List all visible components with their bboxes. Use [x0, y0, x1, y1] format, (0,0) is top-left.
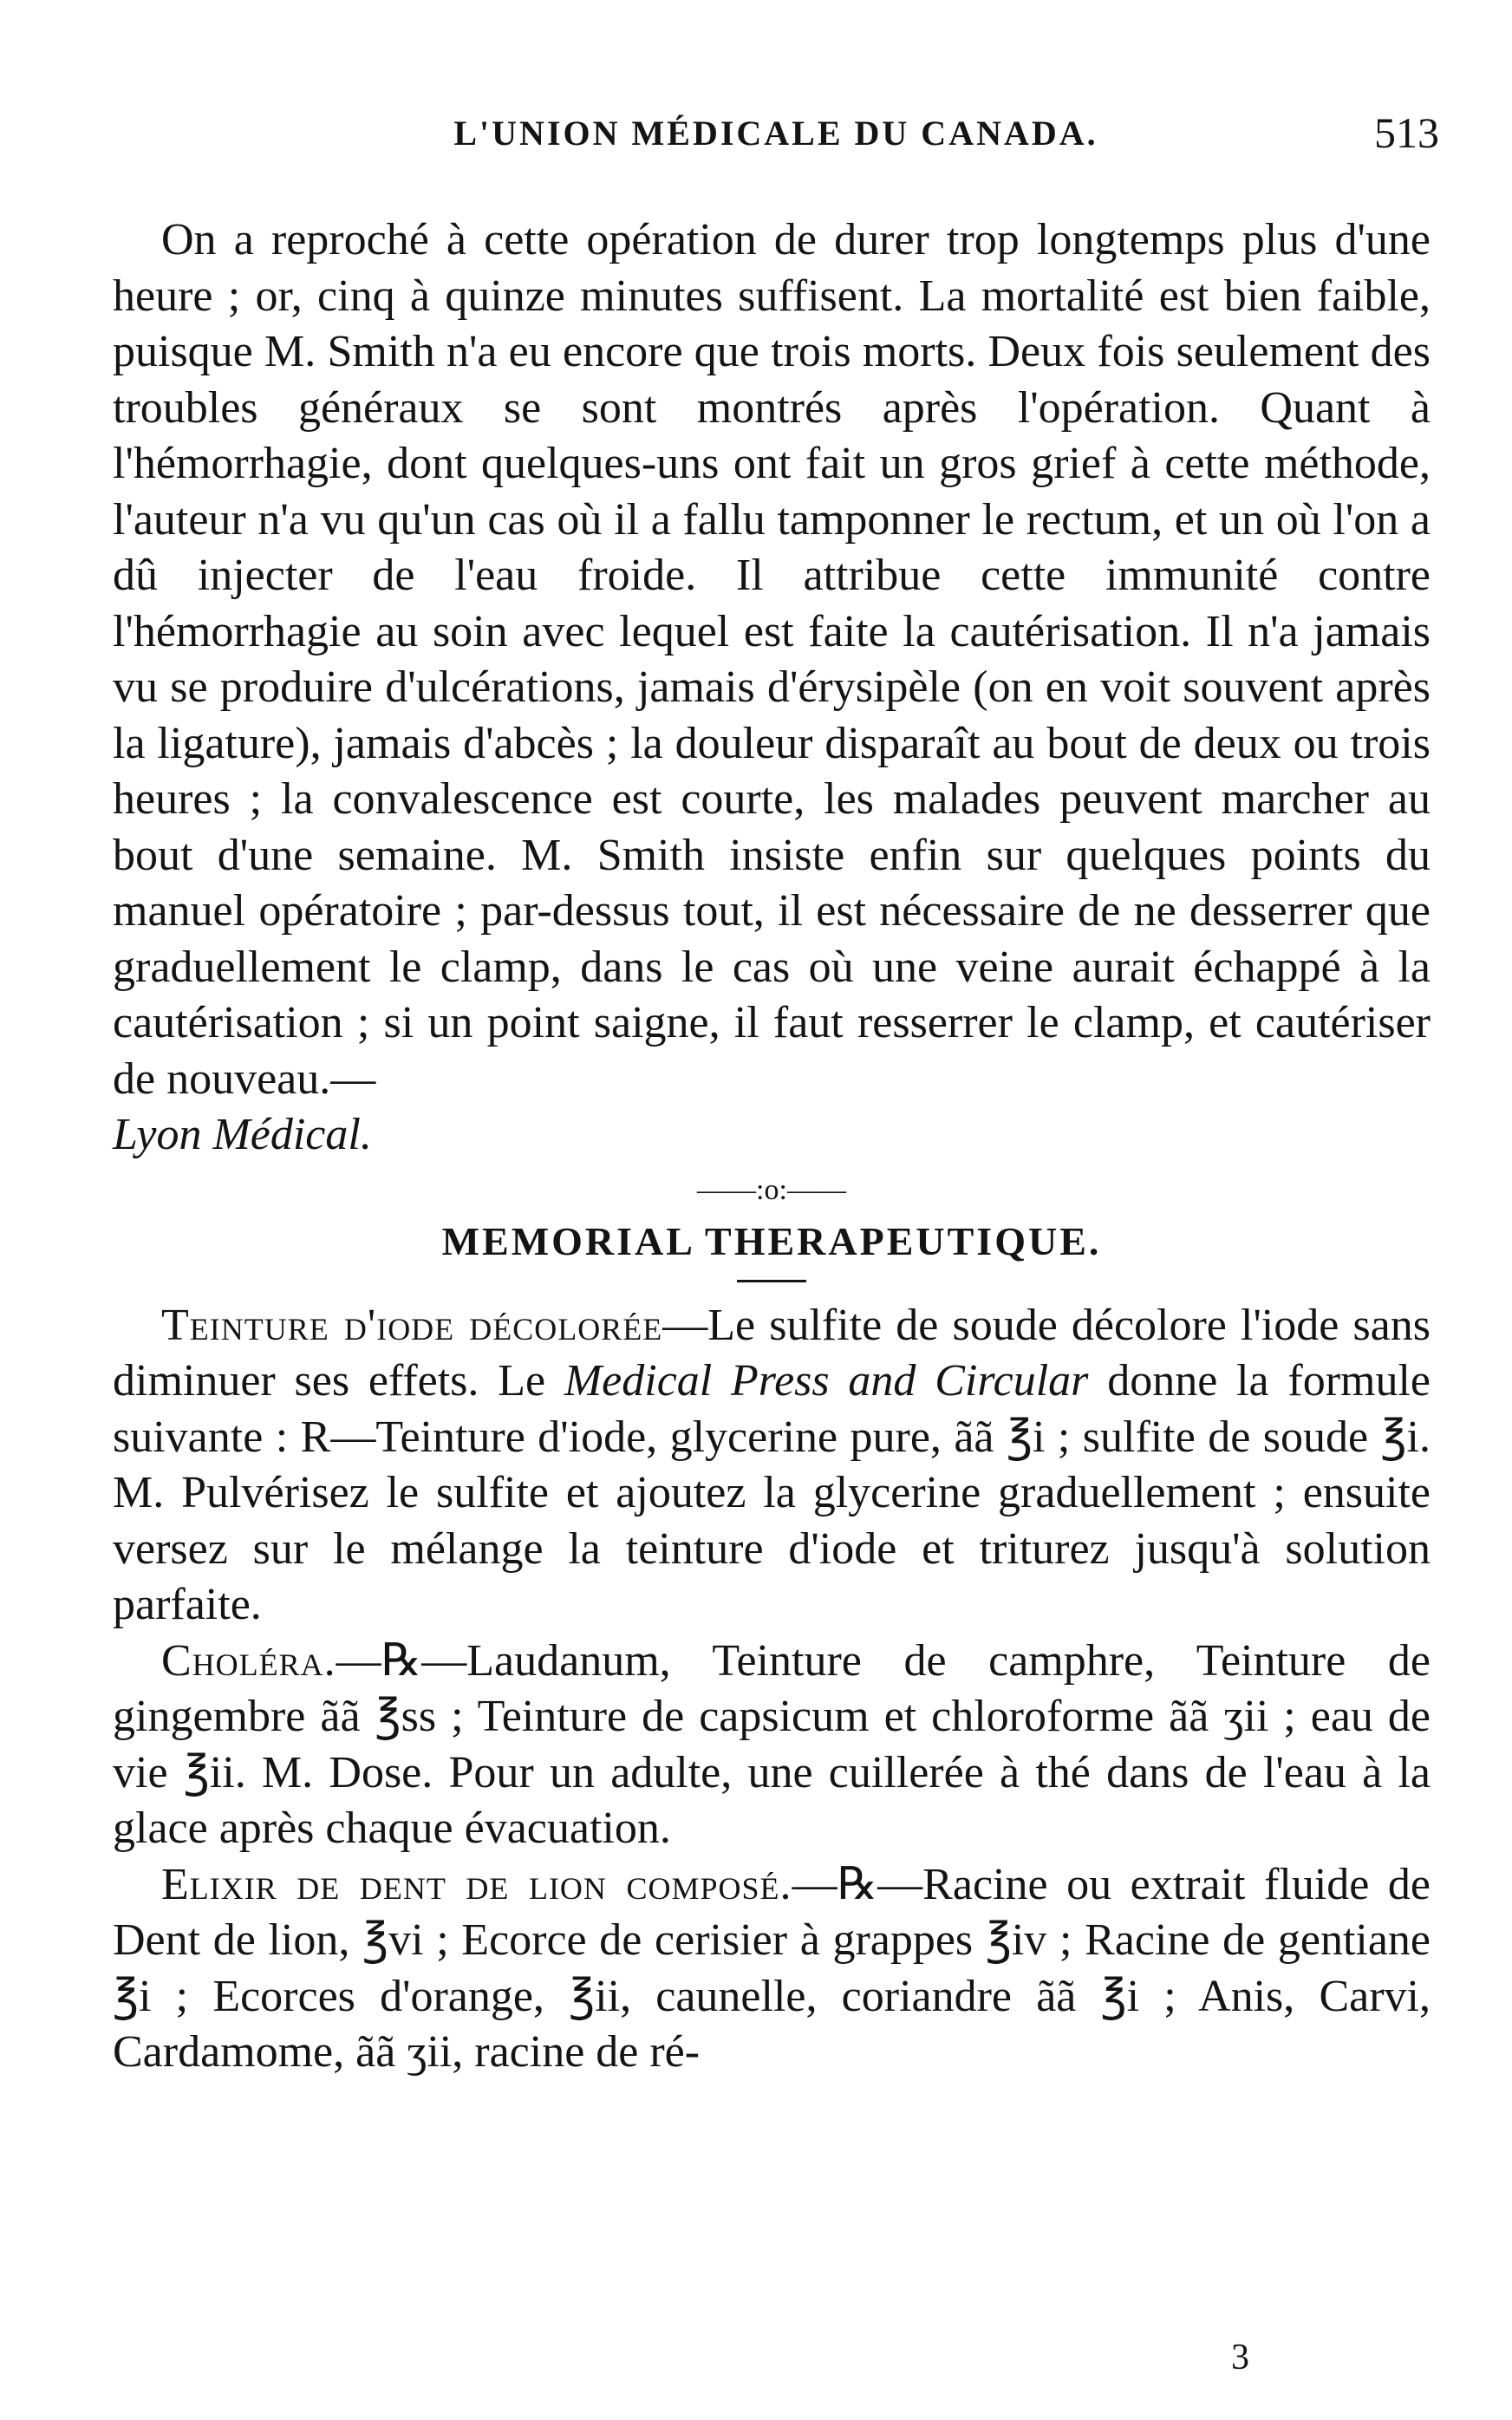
- body-text: [113, 212, 1431, 2081]
- source-citation: Lyon Médical.: [113, 1110, 372, 1159]
- entry-elixir-lead: Elixir de dent de lion composé.: [161, 1859, 792, 1909]
- running-title: L'UNION MÉDICALE DU CANADA.: [453, 114, 1098, 153]
- entry-elixir-text: —℞—Racine ou extrait fluide de Dent de lion, ℥vi ; Ecorce de cerisier à grappes ℥iv ; Racine de gentiane ℥i ; Ecorces d'orange, ℥ii, caunelle, coriandre ãã ℥i ; Anis, Carvi, Cardamome, ãã ʒii, racine de ré-: [113, 1859, 1431, 2077]
- section-separator: ——:o:——: [697, 1173, 846, 1206]
- signature-mark: 3: [1231, 2338, 1249, 2378]
- entry-teinture-text-a: —Le sulfite de soude décolore l'iode sans diminuer ses effets. Le: [113, 1300, 1431, 1406]
- page-header: [113, 108, 1439, 173]
- page-number: 513: [1374, 108, 1439, 157]
- intro-paragraph: On a reproché à cette opération de durer trop longtemps plus d'une heure ; or, cinq à quinze minutes suffisent. La mortalité est bien faible, puisque M. Smith n'a eu encore que trois morts. Deux fois seulement des troubles généraux se sont montrés après l'opération. Quant à l'hémorrhagie, dont quelques-uns ont fait un gros grief à cette méthode, l'auteur n'a vu qu'un cas où il a fallu tamponner le rectum, et un où l'on a dû injecter de l'eau froide. Il attribue cette immunité contre l'hémorrhagie au soin avec lequel est faite la cautérisation. Il n'a jamais vu se produire d'ulcérations, jamais d'érysipèle (on en voit souvent après la ligature), jamais d'abcès ; la douleur disparaît au bout de deux ou trois heures ; la convalescence est courte, les malades peuvent marcher au bout d'une semaine. M. Smith insiste enfin sur quelques points du manuel opératoire ; par-dessus tout, il est nécessaire de ne desserrer que graduellement le clamp, dans le cas où une veine aurait échappé à la cautérisation ; si un point saigne, il faut resserrer le clamp, et cautériser de nouveau.—: [113, 215, 1431, 1104]
- entry-teinture: [113, 1298, 1431, 1634]
- entry-cholera-lead: Choléra.: [161, 1635, 336, 1686]
- entry-teinture-lead: Teinture d'iode décolorée: [161, 1300, 663, 1350]
- entry-teinture-text-b: donne la formule suivante : R—Teinture d'iode, glycerine pure, ãã ℥i ; sulfite de soude ℥i. M. Pulvérisez le sulfite et ajoutez la glycerine graduellement ; ensuite versez sur le mélange la teinture d'iode et triturez jusqu'à solution parfaite.: [113, 1356, 1431, 1629]
- entry-cholera: [113, 1634, 1431, 1857]
- title-rule: [737, 1280, 806, 1282]
- journal-name: Medical Press and Circular: [564, 1356, 1089, 1406]
- entry-elixir: [113, 1857, 1431, 2081]
- section-title: MEMORIAL THERAPEUTIQUE.: [441, 1218, 1102, 1263]
- entry-cholera-text: —℞—Laudanum, Teinture de camphre, Teinture de gingembre ãã ℥ss ; Teinture de capsicum et chloroforme ãã ʒii ; eau de vie ℥ii. M. Dose. Pour un adulte, une cuillerée à thé dans de l'eau à la glace après chaque évacuation.: [113, 1635, 1431, 1853]
